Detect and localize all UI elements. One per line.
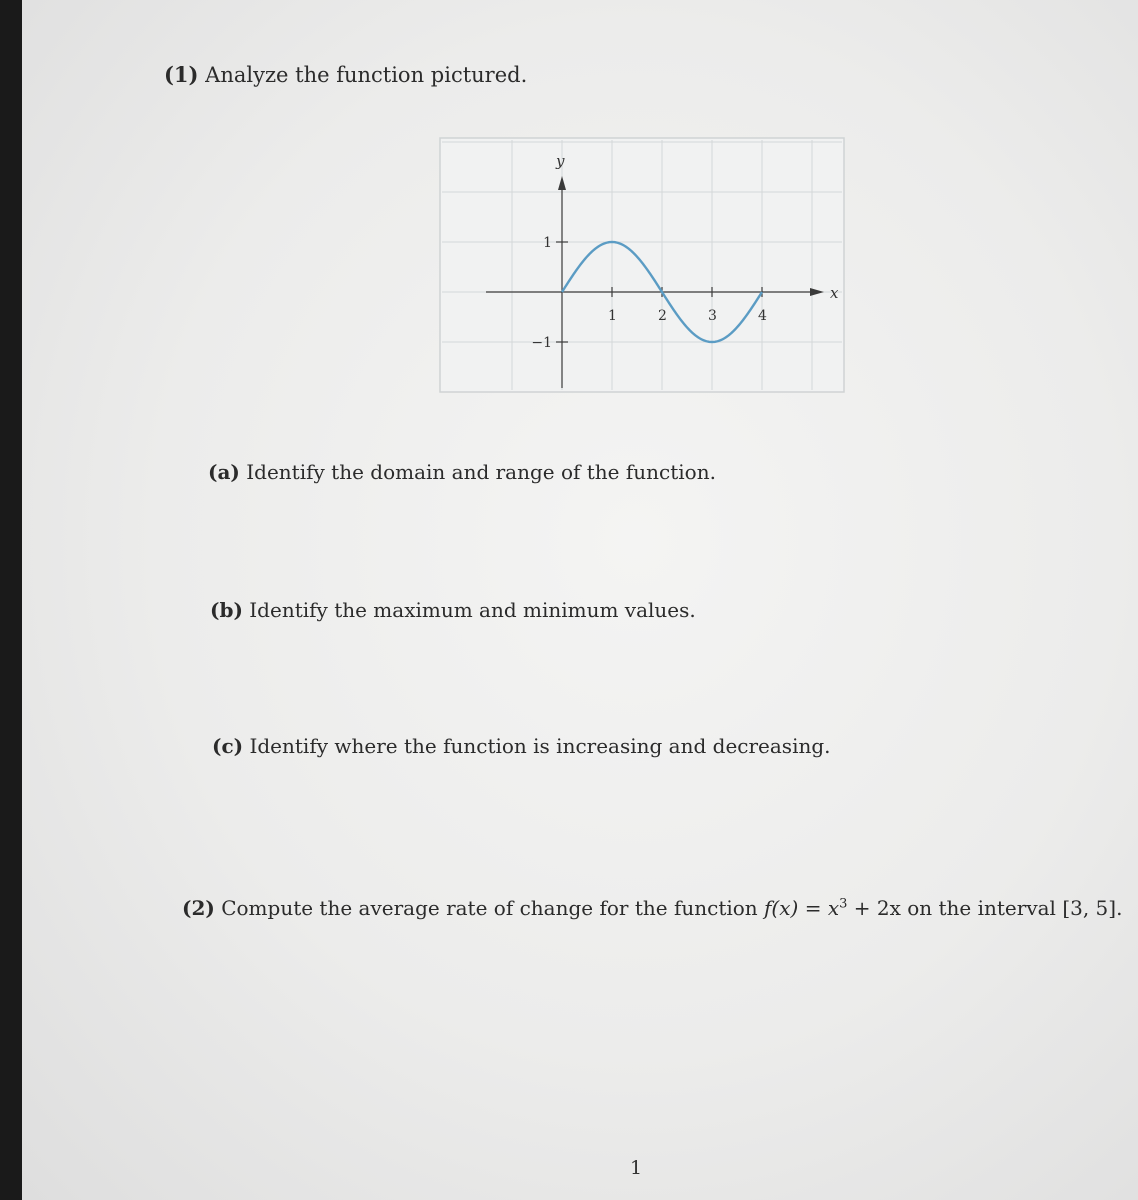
y-tick-label-neg1: −1 [531,335,552,351]
interval: [3, 5]. [1062,896,1123,920]
question-2-number: (2) [182,896,215,920]
question-1-text: Analyze the function pictured. [205,63,528,87]
part-a-text: Identify the domain and range of the function. [246,460,716,484]
y-axis-label: y [556,152,565,170]
graph-background [440,138,844,392]
part-a-label: (a) [208,460,240,484]
part-b [210,598,696,622]
question-2 [182,896,1122,920]
function-rhs-exponent: 3 [839,896,848,912]
x-tick-label-2: 2 [658,308,667,324]
x-tick-label-4: 4 [758,308,767,324]
question-1-number: (1) [164,62,199,87]
part-c [212,734,831,758]
x-axis-label: x [830,284,839,302]
worksheet-page [22,0,1138,1200]
part-c-text: Identify where the function is increasing and decreasing. [249,734,831,758]
function-rhs-base: x [827,896,840,920]
question-1 [164,62,527,87]
question-2-text-middle: on the interval [907,896,1056,920]
part-c-label: (c) [212,734,244,758]
x-tick-label-3: 3 [708,308,717,324]
y-tick-label-1: 1 [543,235,552,251]
equals-sign: = [804,896,822,920]
function-rhs-rest: + 2x [853,896,901,920]
x-tick-label-1: 1 [608,308,617,324]
part-b-label: (b) [210,598,243,622]
function-lhs: f(x) [764,896,799,920]
part-a [208,460,716,484]
function-graph-svg [438,136,846,394]
question-2-text: Compute the average rate of change for the function [221,896,758,920]
part-b-text: Identify the maximum and minimum values. [249,598,696,622]
function-graph [438,136,846,394]
page-number: 1 [630,1157,643,1179]
